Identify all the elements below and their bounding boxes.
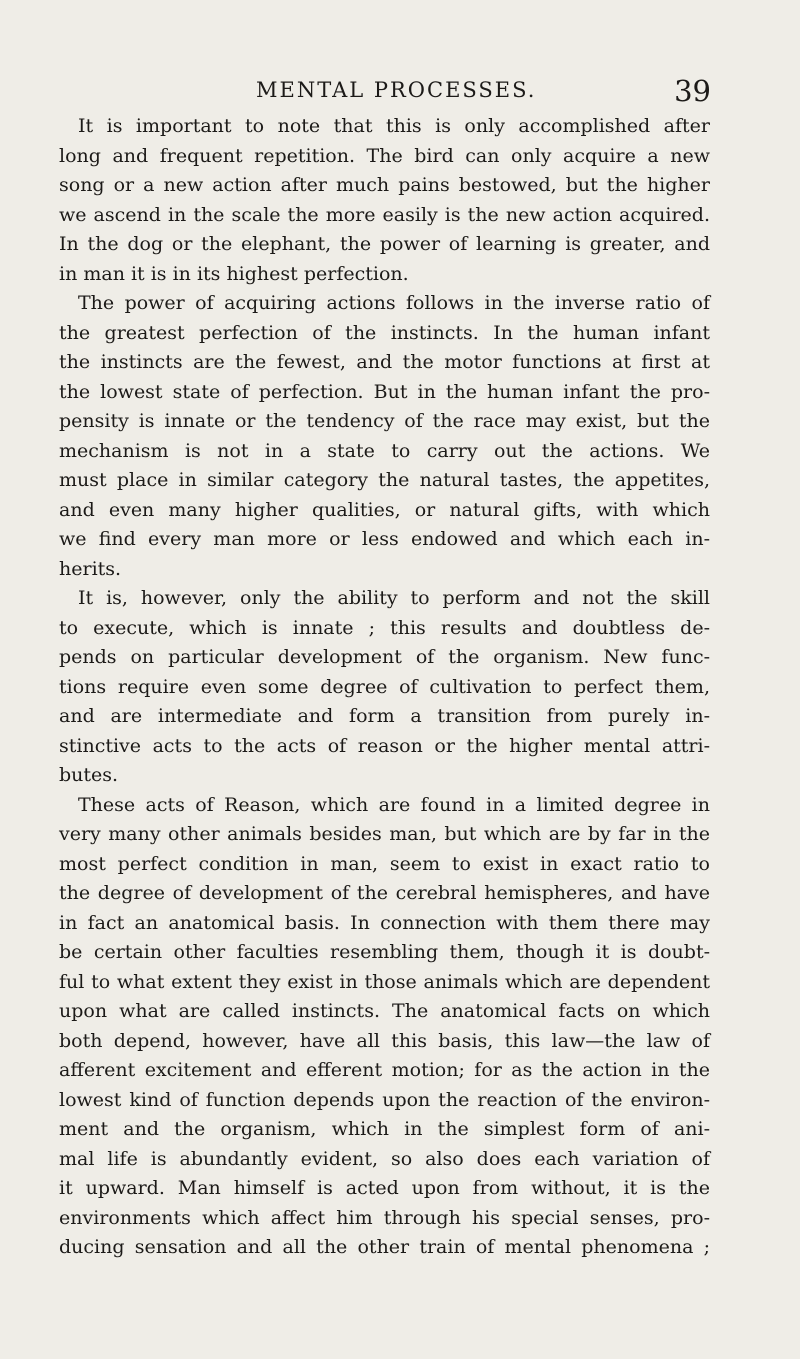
- text-line: in man it is in its highest perfection.: [59, 262, 409, 285]
- text-line: upon what are called instincts. The anatomical facts on which: [59, 1000, 710, 1022]
- text-line: the instincts are the fewest, and the motor functions at first at: [59, 351, 710, 373]
- text-line: ment and the organism, which in the simplest form of ani-: [59, 1118, 710, 1140]
- text-line: must place in similar category the natural tastes, the appetites,: [59, 469, 710, 491]
- running-title: MENTAL PROCESSES.: [256, 78, 537, 102]
- text-line: mal life is abundantly evident, so also does each variation of: [59, 1147, 710, 1170]
- text-line: It is, however, only the ability to perform and not the skill: [78, 587, 710, 609]
- text-line: It is important to note that this is only accomplished after: [78, 115, 710, 137]
- text-line: be certain other faculties resembling them, though it is doubt-: [59, 941, 710, 963]
- text-line: These acts of Reason, which are found in a limited degree in: [78, 793, 710, 816]
- text-line: both depend, however, have all this basis, this law—the law of: [59, 1029, 710, 1052]
- text-line: it upward. Man himself is acted upon from without, it is the: [59, 1177, 710, 1199]
- page-number: 39: [674, 74, 711, 108]
- text-line: stinctive acts to the acts of reason or the higher mental attri-: [59, 734, 710, 757]
- body-text: [59, 112, 710, 1263]
- text-line: The power of acquiring actions follows in the inverse ratio of: [78, 292, 710, 314]
- text-line: long and frequent repetition. The bird can only acquire a new: [59, 144, 710, 167]
- text-line: we ascend in the scale the more easily is the new action acquired.: [59, 203, 710, 226]
- text-line: mechanism is not in a state to carry out the actions. We: [59, 439, 710, 462]
- text-line: very many other animals besides man, but which are by far in the: [59, 823, 710, 845]
- text-line: pensity is innate or the tendency of the race may exist, but the: [59, 410, 710, 432]
- text-line: in fact an anatomical basis. In connection with them there may: [59, 911, 710, 934]
- text-line: song or a new action after much pains bestowed, but the higher: [59, 174, 710, 196]
- text-line: to execute, which is innate ; this results and doubtless de-: [59, 616, 710, 639]
- text-line: and even many higher qualities, or natural gifts, with which: [59, 498, 710, 521]
- text-line: ful to what extent they exist in those animals which are dependent: [59, 970, 710, 993]
- text-line: the degree of development of the cerebral hemispheres, and have: [59, 882, 710, 904]
- text-line: most perfect condition in man, seem to exist in exact ratio to: [59, 852, 710, 875]
- text-line: afferent excitement and efferent motion; for as the action in the: [59, 1059, 710, 1081]
- text-line: environments which affect him through his special senses, pro-: [59, 1206, 710, 1229]
- text-line: the greatest perfection of the instincts. In the human infant: [59, 321, 710, 344]
- text-line: we find every man more or less endowed and which each in-: [59, 528, 710, 550]
- text-line: tions require even some degree of cultivation to perfect them,: [59, 675, 710, 698]
- running-head: [256, 74, 711, 108]
- text-line: lowest kind of function depends upon the reaction of the environ-: [59, 1088, 710, 1111]
- text-line: and are intermediate and form a transition from purely in-: [59, 705, 710, 727]
- text-line: In the dog or the elephant, the power of learning is greater, and: [59, 233, 710, 255]
- text-line: butes.: [59, 764, 119, 786]
- text-line: ducing sensation and all the other train of mental phenomena ;: [59, 1236, 710, 1258]
- text-line: herits.: [59, 557, 122, 580]
- text-line: pends on particular development of the organism. New func-: [59, 646, 710, 668]
- text-line: the lowest state of perfection. But in the human infant the pro-: [59, 380, 710, 403]
